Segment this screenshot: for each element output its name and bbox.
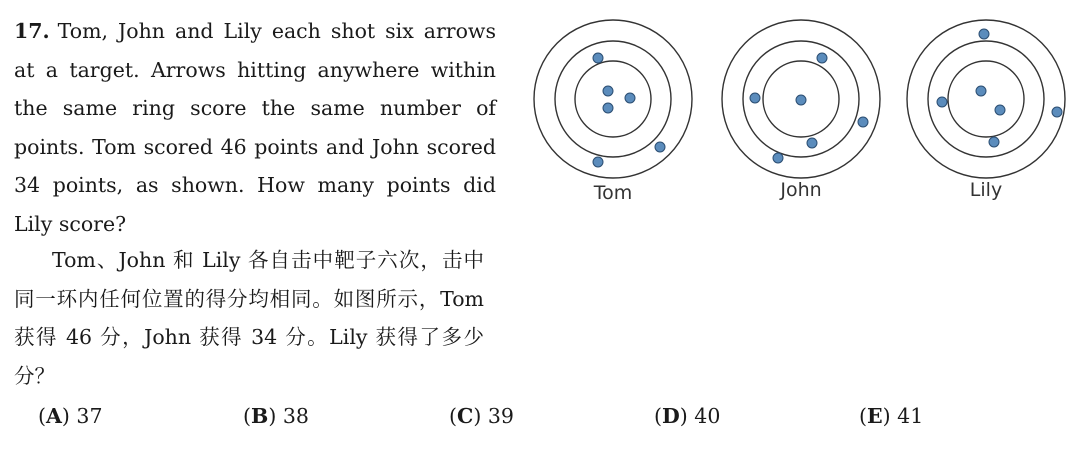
choice-c-value: 39 <box>487 404 514 428</box>
target-lily-arrow <box>976 86 986 96</box>
answer-choices <box>38 404 1078 444</box>
target-john <box>722 20 880 201</box>
choice-b-letter: B <box>251 404 269 428</box>
target-john-arrow <box>858 117 868 127</box>
target-lily-arrow <box>1052 107 1062 117</box>
target-tom-arrow <box>603 86 613 96</box>
target-tom-arrow <box>625 93 635 103</box>
target-tom-arrow <box>593 157 603 167</box>
choice-e[interactable]: (E) 41 <box>859 404 924 428</box>
target-lily-outer-ring <box>907 20 1065 178</box>
choice-d-value: 40 <box>694 404 721 428</box>
target-lily-label: Lily <box>969 179 1003 201</box>
problem-number: 17. <box>14 19 50 43</box>
problem-text-english <box>14 12 496 244</box>
target-tom <box>534 20 692 204</box>
target-john-arrow <box>750 93 760 103</box>
target-tom-arrow <box>593 53 603 63</box>
choice-e-value: 41 <box>897 404 924 428</box>
target-john-label: John <box>780 179 822 201</box>
target-lily-svg <box>892 12 1080 212</box>
target-lily <box>907 20 1065 201</box>
target-john-arrow <box>807 138 817 148</box>
choice-a-letter: A <box>46 404 62 428</box>
target-lily-arrow <box>937 97 947 107</box>
choice-b[interactable]: (B) 38 <box>243 404 309 428</box>
target-tom-inner-ring <box>575 61 651 137</box>
target-tom-label: Tom <box>593 182 633 204</box>
target-john-arrow <box>773 153 783 163</box>
choice-e-letter: E <box>867 404 883 428</box>
choice-d[interactable]: (D) 40 <box>654 404 721 428</box>
target-lily-arrow <box>995 105 1005 115</box>
target-lily-inner-ring <box>948 61 1024 137</box>
target-tom-arrow <box>655 142 665 152</box>
target-lily-figure <box>892 12 1080 212</box>
target-tom-outer-ring <box>534 20 692 178</box>
targets-svg <box>520 12 890 212</box>
target-lily-arrow <box>989 137 999 147</box>
target-tom-middle-ring <box>555 41 671 157</box>
choice-c-letter: C <box>457 404 474 428</box>
choice-a[interactable]: (A) 37 <box>38 404 103 428</box>
targets-figure <box>520 12 890 212</box>
choice-c[interactable]: (C) 39 <box>449 404 514 428</box>
target-tom-arrow <box>603 103 613 113</box>
choice-d-letter: D <box>662 404 680 428</box>
target-john-arrow <box>796 95 806 105</box>
target-lily-arrow <box>979 29 989 39</box>
target-john-arrow <box>817 53 827 63</box>
problem-statement-en: Tom, John and Lily each shot six arrows at a target. Arrows hitting anywhere within the same ring score the same number of points. Tom scored 46 points and John scored 34 points, as shown. How many points did Lily score? <box>14 19 496 236</box>
choice-b-value: 38 <box>282 404 309 428</box>
choice-a-value: 37 <box>76 404 103 428</box>
problem-text-chinese: Tom、John 和 Lily 各自击中靶子六次，击中同一环内任何位置的得分均相同。如图所示，Tom 获得 46 分，John 获得 34 分。Lily 获得了多少分？ <box>14 248 484 388</box>
